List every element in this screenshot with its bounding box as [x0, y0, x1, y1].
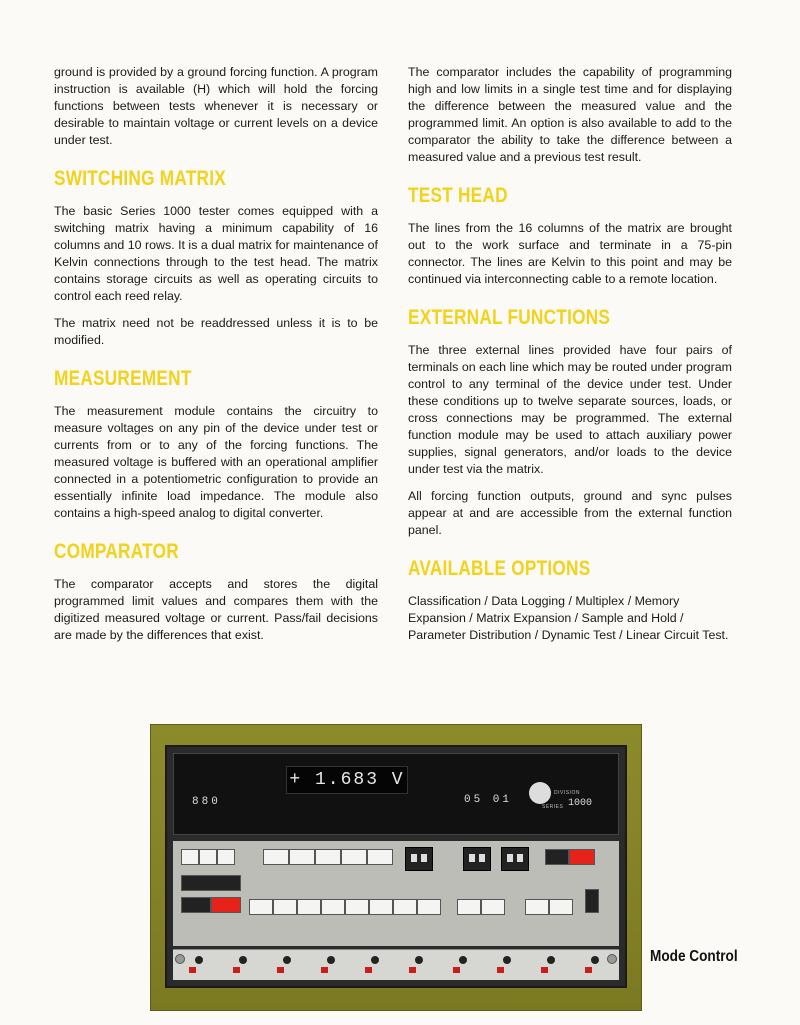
- control-panel: [173, 841, 619, 946]
- right-column: [408, 64, 732, 654]
- power-button: [211, 897, 241, 913]
- thumbwheel-1: [405, 847, 433, 871]
- photo-caption: Mode Control: [650, 948, 738, 965]
- external-functions-paragraph-2: All forcing function outputs, ground and sync pulses appear at and are accessible from the external function panel.: [408, 489, 732, 537]
- test-counters: 05 01: [464, 794, 513, 806]
- measurement-heading: MEASUREMENT: [54, 367, 192, 390]
- voltage-readout: + 1.683 V: [286, 766, 408, 794]
- right-intro-paragraph: The comparator includes the capability of programming high and low limits in a single test time and for displaying the difference between the measured value and the programmed limit. An option is also available to add to the comparator the ability to take the difference between a measured value and a previous test result.: [408, 65, 732, 164]
- function-button-5: [367, 849, 393, 865]
- test-head-paragraph: The lines from the 16 columns of the matrix are brought out to the work surface and terminate in a 75-pin connector. The lines are Kelvin to this point and may be continued via interconnecting cable to a remote location.: [408, 221, 732, 286]
- program-button-3: [297, 899, 321, 915]
- test-head-heading: TEST HEAD: [408, 184, 508, 207]
- terminal-3: [283, 956, 291, 964]
- function-button-4: [341, 849, 367, 865]
- terminal-6: [415, 956, 423, 964]
- terminal-8: [503, 956, 511, 964]
- tester-display: [173, 753, 619, 835]
- thumbwheel-2: [463, 847, 491, 871]
- series-label: SERIES: [542, 804, 564, 810]
- terminal-red-10: [585, 967, 592, 973]
- mode-button-2: [199, 849, 217, 865]
- available-options-heading: AVAILABLE OPTIONS: [408, 557, 591, 580]
- left-column: [54, 64, 378, 654]
- terminal-red-7: [453, 967, 460, 973]
- tester-photo: [150, 724, 642, 1011]
- left-counter: 880: [192, 796, 221, 808]
- external-functions-heading: EXTERNAL FUNCTIONS: [408, 306, 611, 329]
- memory-button-2: [481, 899, 505, 915]
- program-button-5: [345, 899, 369, 915]
- program-button-2: [273, 899, 297, 915]
- switching-matrix-heading: SWITCHING MATRIX: [54, 167, 226, 190]
- program-button-8: [417, 899, 441, 915]
- function-button-2: [289, 849, 315, 865]
- mode-button-1: [181, 849, 199, 865]
- limit-button-2: [549, 899, 573, 915]
- available-options-paragraph: Classification / Data Logging / Multiplex / Memory Expansion / Matrix Expansion / Sample and Hold / Parameter Distribution / Dynamic Test / Linear Circuit Test.: [408, 594, 729, 642]
- switching-matrix-paragraph-1: The basic Series 1000 tester comes equipped with a switching matrix having a minimum capability of 16 columns and 10 rows. It is a dual matrix for maintenance of Kelvin connections through to the test head. The matrix contains storage circuits as well as operating circuits to control each reed relay.: [54, 204, 378, 303]
- left-intro-paragraph: ground is provided by a ground forcing function. A program instruction is available (H) which will hold the forcing functions between tests whenever it is necessary or desirable to maintain voltage or current levels on a device under test.: [54, 65, 378, 147]
- program-button-6: [369, 899, 393, 915]
- terminal-red-3: [277, 967, 284, 973]
- division-label: DIVISION: [554, 790, 580, 796]
- terminal-9: [547, 956, 555, 964]
- comparator-heading: COMPARATOR: [54, 540, 179, 563]
- reset-button: [181, 897, 211, 913]
- terminal-red-1: [189, 967, 196, 973]
- terminal-10: [591, 956, 599, 964]
- terminal-red-8: [497, 967, 504, 973]
- terminal-red-5: [365, 967, 372, 973]
- limit-button-1: [525, 899, 549, 915]
- program-button-4: [321, 899, 345, 915]
- terminal-4: [327, 956, 335, 964]
- screw-icon: [607, 954, 617, 964]
- standby-button: [181, 875, 241, 891]
- terminal-red-2: [233, 967, 240, 973]
- mode-button-3: [217, 849, 235, 865]
- comparator-paragraph: The comparator accepts and stores the digital programmed limit values and compares them with the digitized measured voltage or current. Pass/fail decisions are made by the differences that exist.: [54, 577, 378, 642]
- terminal-red-9: [541, 967, 548, 973]
- external-functions-paragraph-1: The three external lines provided have four pairs of terminals on each line which may be routed under program control to any terminal of the device under test. Under these conditions up to twelve separate sources, loads, or cross connections may be programmed. The external function module may be used to attach auxiliary power supplies, signal generators, and/or loads to the device under test via the matrix.: [408, 343, 732, 476]
- function-button-1: [263, 849, 289, 865]
- measurement-paragraph: The measurement module contains the circuitry to measure voltages on any pin of the device under test or currents from or to any of the forcing functions. The measured voltage is buffered with an operational amplifier connected in a potentiometric configuration to provide an essentially infinite load impedance. The module also contains a high-speed analog to digital converter.: [54, 404, 378, 520]
- terminal-strip: [173, 949, 619, 980]
- program-button-7: [393, 899, 417, 915]
- switching-matrix-paragraph-2: The matrix need not be readdressed unless it is to be modified.: [54, 316, 378, 347]
- program-button-1: [249, 899, 273, 915]
- tester-front-panel: [165, 745, 627, 988]
- terminal-red-4: [321, 967, 328, 973]
- screw-icon: [175, 954, 185, 964]
- memory-button-1: [457, 899, 481, 915]
- company-logo-icon: [529, 782, 551, 804]
- toggle-switch: [585, 889, 599, 913]
- terminal-2: [239, 956, 247, 964]
- available-options-section: [408, 557, 732, 644]
- stop-button: [569, 849, 595, 865]
- thumbwheel-3: [501, 847, 529, 871]
- function-button-3: [315, 849, 341, 865]
- terminal-red-6: [409, 967, 416, 973]
- terminal-1: [195, 956, 203, 964]
- series-number: 1000: [568, 798, 593, 809]
- terminal-7: [459, 956, 467, 964]
- start-button: [545, 849, 569, 865]
- terminal-5: [371, 956, 379, 964]
